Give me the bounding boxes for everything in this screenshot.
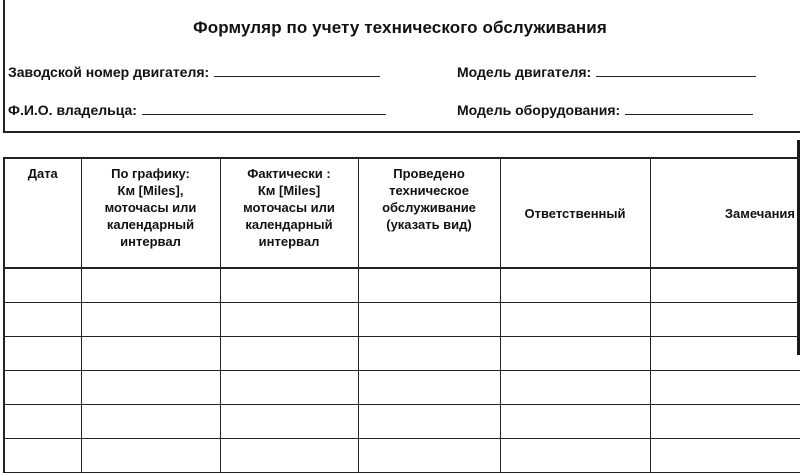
table-cell[interactable]	[650, 337, 800, 371]
table-cell[interactable]	[81, 303, 220, 337]
col-header-line: интервал	[258, 234, 320, 249]
table-cell[interactable]	[4, 337, 81, 371]
maintenance-table-wrapper	[3, 157, 800, 473]
col-header-line: Км [Miles]	[257, 183, 321, 198]
table-row	[4, 439, 800, 473]
equipment-model-label: Модель оборудования:	[457, 102, 621, 118]
table-cell[interactable]	[358, 268, 500, 303]
owner-name-label: Ф.И.О. владельца:	[8, 102, 137, 118]
table-cell[interactable]	[220, 439, 358, 473]
table-cell[interactable]	[4, 371, 81, 405]
table-cell[interactable]	[650, 303, 800, 337]
col-header-line: календарный	[245, 217, 333, 232]
owner-name-field[interactable]	[8, 102, 386, 118]
col-header-service-performed	[358, 158, 500, 268]
table-cell[interactable]	[358, 371, 500, 405]
form-title: Формуляр по учету технического обслуживания	[193, 18, 607, 37]
table-cell[interactable]	[358, 303, 500, 337]
col-header-line: интервал	[120, 234, 181, 249]
table-body	[4, 268, 800, 473]
engine-model-label: Модель двигателя:	[457, 64, 592, 80]
table-cell[interactable]	[4, 268, 81, 303]
col-header-line: Ответственный	[524, 205, 626, 221]
table-cell[interactable]	[358, 405, 500, 439]
col-header-line: моточасы или	[104, 200, 197, 215]
table-cell[interactable]	[500, 371, 650, 405]
col-header-line: техническое	[389, 183, 469, 198]
col-header-line: обслуживание	[382, 200, 476, 215]
table-cell[interactable]	[500, 337, 650, 371]
owner-name-blank[interactable]	[142, 102, 386, 115]
engine-model-field[interactable]	[457, 64, 756, 80]
equipment-model-field[interactable]	[457, 102, 753, 118]
maintenance-table	[3, 157, 800, 473]
col-header-actual	[220, 158, 358, 268]
table-cell[interactable]	[500, 439, 650, 473]
equipment-model-blank[interactable]	[625, 102, 753, 115]
table-row	[4, 405, 800, 439]
table-cell[interactable]	[4, 303, 81, 337]
table-cell[interactable]	[500, 303, 650, 337]
col-header-responsible	[500, 158, 650, 268]
table-cell[interactable]	[220, 371, 358, 405]
table-row	[4, 371, 800, 405]
table-cell[interactable]	[650, 439, 800, 473]
table-cell[interactable]	[220, 268, 358, 303]
table-cell[interactable]	[220, 337, 358, 371]
table-cell[interactable]	[220, 405, 358, 439]
table-cell[interactable]	[81, 371, 220, 405]
table-cell[interactable]	[500, 405, 650, 439]
table-cell[interactable]	[81, 337, 220, 371]
col-header-scheduled	[81, 158, 220, 268]
col-header-line: моточасы или	[243, 200, 335, 215]
table-cell[interactable]	[4, 439, 81, 473]
table-cell[interactable]	[650, 371, 800, 405]
col-header-line: По графику:	[111, 166, 190, 181]
col-header-line: Дата	[27, 166, 58, 181]
table-header-row	[4, 158, 800, 268]
table-cell[interactable]	[500, 268, 650, 303]
table-cell[interactable]	[81, 268, 220, 303]
table-row	[4, 303, 800, 337]
col-header-line: Замечания	[724, 205, 795, 221]
table-cell[interactable]	[650, 268, 800, 303]
col-header-line: (указать вид)	[386, 217, 472, 232]
col-header-line: Фактически :	[247, 166, 331, 181]
col-header-line: календарный	[106, 217, 195, 232]
col-header-date	[4, 158, 81, 268]
engine-model-blank[interactable]	[596, 64, 756, 77]
engine-serial-blank[interactable]	[214, 64, 380, 77]
table-cell[interactable]	[81, 405, 220, 439]
table-cell[interactable]	[358, 439, 500, 473]
col-header-line: Км [Miles],	[117, 183, 184, 198]
table-row	[4, 337, 800, 371]
engine-serial-label: Заводской номер двигателя:	[8, 64, 210, 80]
table-cell[interactable]	[358, 337, 500, 371]
table-cell[interactable]	[650, 405, 800, 439]
table-cell[interactable]	[4, 405, 81, 439]
table-row	[4, 268, 800, 303]
table-cell[interactable]	[81, 439, 220, 473]
table-cell[interactable]	[220, 303, 358, 337]
engine-serial-field[interactable]	[8, 64, 380, 80]
col-header-remarks	[650, 158, 800, 268]
col-header-line: Проведено	[393, 166, 465, 181]
